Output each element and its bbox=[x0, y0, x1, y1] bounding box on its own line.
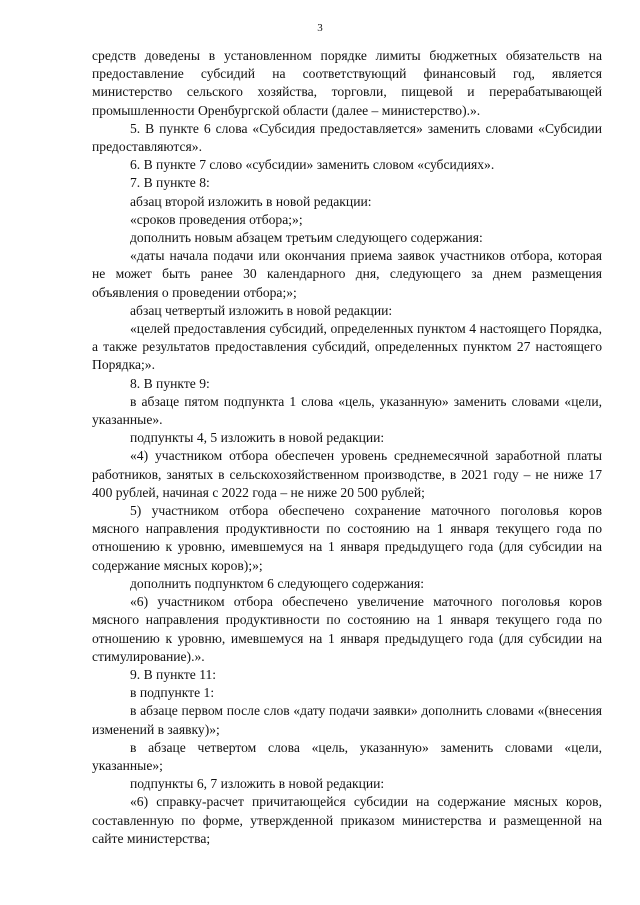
paragraph: «сроков проведения отбора;»; bbox=[130, 211, 303, 227]
paragraph: 8. В пункте 9: bbox=[130, 375, 210, 391]
paragraph: «4) участником отбора обеспечен уровень среднемесячной заработной платы работников, занятых в сельскохозяйственном производстве, в 2021 году – не ниже 17 400 рублей, начиная с 2022 года – не ниже 20 500 рублей; bbox=[92, 448, 602, 500]
paragraph: «даты начала подачи или окончания приема заявок участников отбора, которая не может быть ранее 30 календарного дня, следующего за днем размещения объявления о проведении отбора;»; bbox=[92, 248, 602, 300]
document-body bbox=[92, 47, 602, 848]
paragraph: подпункты 6, 7 изложить в новой редакции: bbox=[130, 776, 385, 792]
paragraph: в абзаце первом после слов «дату подачи заявки» дополнить словами «(внесения изменений в заявку)»; bbox=[92, 703, 602, 737]
page-number: 3 bbox=[317, 22, 323, 34]
paragraph: подпункты 4, 5 изложить в новой редакции: bbox=[130, 430, 385, 446]
paragraph: 9. В пункте 11: bbox=[130, 666, 217, 682]
paragraph: дополнить новым абзацем третьим следующего содержания: bbox=[130, 230, 483, 246]
paragraph: 5. В пункте 6 слова «Субсидия предоставляется» заменить словами «Субсидии предоставляются». bbox=[92, 120, 602, 155]
paragraph: средств доведены в установленном порядке лимиты бюджетных обязательств на предоставление субсидий на соответствующий финансовый год, является министерство сельского хозяйства, торговли, пищевой и перерабатывающей промышленности Оренбургской области (далее – министерство).». bbox=[92, 48, 602, 118]
paragraph: «целей предоставления субсидий, определенных пунктом 4 настоящего Порядка, а также результатов предоставления субсидий, определенных пунктом 27 настоящего Порядка;». bbox=[92, 321, 602, 373]
paragraph: в подпункте 1: bbox=[130, 685, 215, 701]
paragraph: 5) участником отбора обеспечено сохранение маточного поголовья коров мясного направления продуктивности по состоянию на 1 января текущего года по отношению к уровню, имевшемуся на 1 января предыдущего года (для субсидии на содержание мясных коров);»; bbox=[92, 503, 602, 573]
paragraph: абзац четвертый изложить в новой редакции: bbox=[130, 302, 393, 318]
paragraph: дополнить подпунктом 6 следующего содержания: bbox=[130, 575, 425, 591]
paragraph: в абзаце пятом подпункта 1 слова «цель, указанную» заменить словами «цели, указанные». bbox=[92, 393, 602, 428]
paragraph: в абзаце четвертом слова «цель, указанную» заменить словами «цели, указанные»; bbox=[92, 739, 602, 773]
paragraph: 7. В пункте 8: bbox=[130, 175, 210, 191]
paragraph: «6) участником отбора обеспечено увеличение маточного поголовья коров мясного направления продуктивности по состоянию на 1 января текущего года по отношению к уровню, имевшемуся на 1 января предыдущего года (для субсидии на стимулирование).». bbox=[92, 594, 602, 664]
paragraph: 6. В пункте 7 слово «субсидии» заменить словом «субсидиях». bbox=[130, 157, 495, 173]
paragraph: «6) справку-расчет причитающейся субсидии на содержание мясных коров, составленную по форме, утвержденной приказом министерства и размещенной на сайте министерства; bbox=[92, 794, 602, 846]
paragraph: абзац второй изложить в новой редакции: bbox=[130, 193, 372, 209]
